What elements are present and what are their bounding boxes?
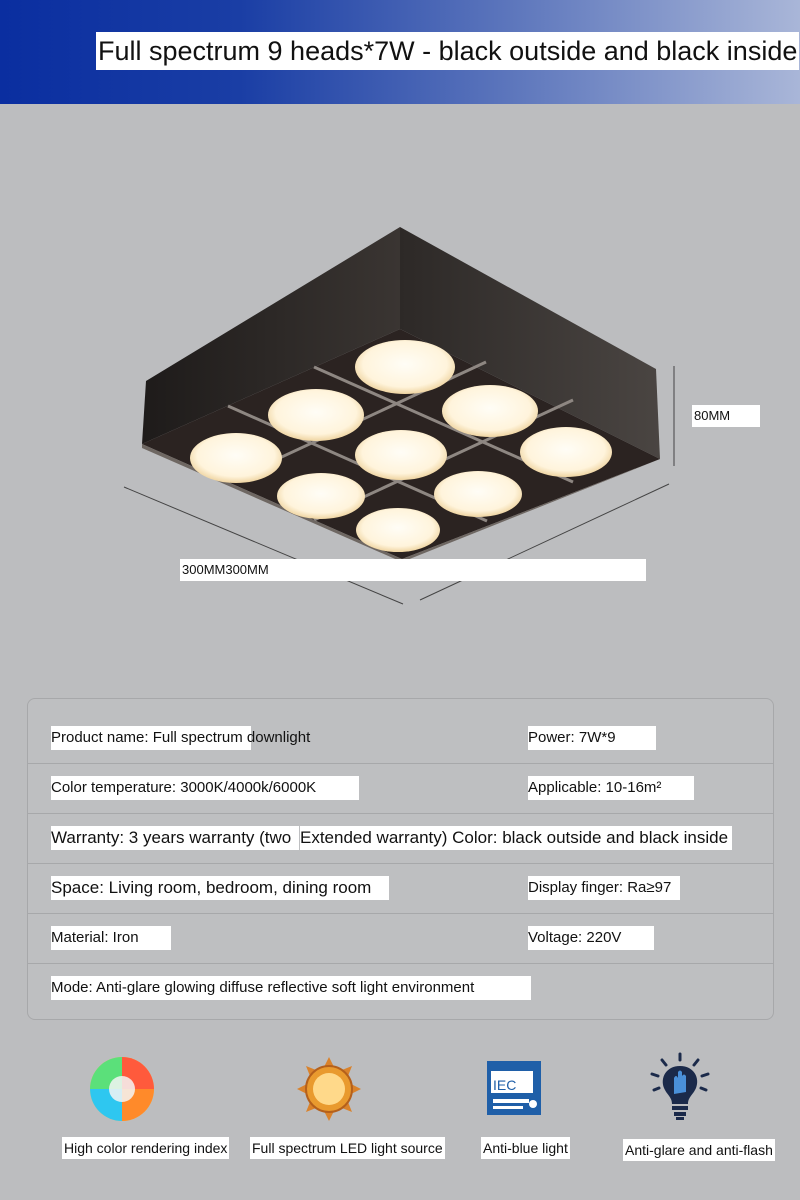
spec-warranty: Warranty: 3 years warranty (two: [51, 826, 299, 850]
spec-row: [28, 763, 773, 814]
spec-row: [28, 963, 773, 1013]
spec-table: [27, 698, 774, 1020]
feature-label: High color rendering index: [62, 1137, 229, 1159]
light-head: [277, 473, 365, 519]
light-head: [190, 433, 282, 483]
spec-color-temperature: Color temperature: 3000K/4000k/6000K: [51, 776, 359, 800]
spec-product-name: Product name: Full spectrum downlight: [51, 726, 251, 750]
color-wheel-icon: [88, 1055, 156, 1123]
downlight-drawing: [0, 104, 800, 694]
light-head: [442, 385, 538, 437]
spec-row: [28, 713, 773, 764]
feature-label: Full spectrum LED light source: [250, 1137, 445, 1159]
feature-label: Anti-blue light: [481, 1137, 570, 1159]
light-head: [355, 430, 447, 480]
feature-icons: [0, 1040, 800, 1200]
light-head: [520, 427, 612, 477]
spec-power: Power: 7W*9: [528, 726, 656, 750]
light-head: [434, 471, 522, 517]
spec-row: [28, 863, 773, 914]
width-dimension-label: 300MM300MM: [180, 559, 646, 581]
feature-label: Anti-glare and anti-flash: [623, 1139, 775, 1161]
height-dimension-label: 80MM: [692, 405, 760, 427]
spec-row: [28, 913, 773, 964]
header-banner: [0, 0, 800, 104]
spec-material: Material: Iron: [51, 926, 171, 950]
page-title: Full spectrum 9 heads*7W - black outside and black inside: [96, 32, 799, 70]
spec-display-finger: Display finger: Ra≥97: [528, 876, 680, 900]
spec-voltage: Voltage: 220V: [528, 926, 654, 950]
spec-mode: Mode: Anti-glare glowing diffuse reflective soft light environment: [51, 976, 531, 1000]
light-head: [268, 389, 364, 441]
spec-warranty-color: Extended warranty) Color: black outside and black inside: [300, 826, 732, 850]
spec-row: [28, 813, 773, 864]
sun-icon: [297, 1057, 361, 1121]
light-head: [355, 340, 455, 394]
hand-bulb-icon: [648, 1052, 712, 1120]
iec-text: IEC: [493, 1077, 517, 1093]
spec-space: Space: Living room, bedroom, dining room: [51, 876, 389, 900]
light-head: [356, 508, 440, 552]
product-illustration: [0, 104, 800, 694]
spec-applicable: Applicable: 10-16m²: [528, 776, 694, 800]
